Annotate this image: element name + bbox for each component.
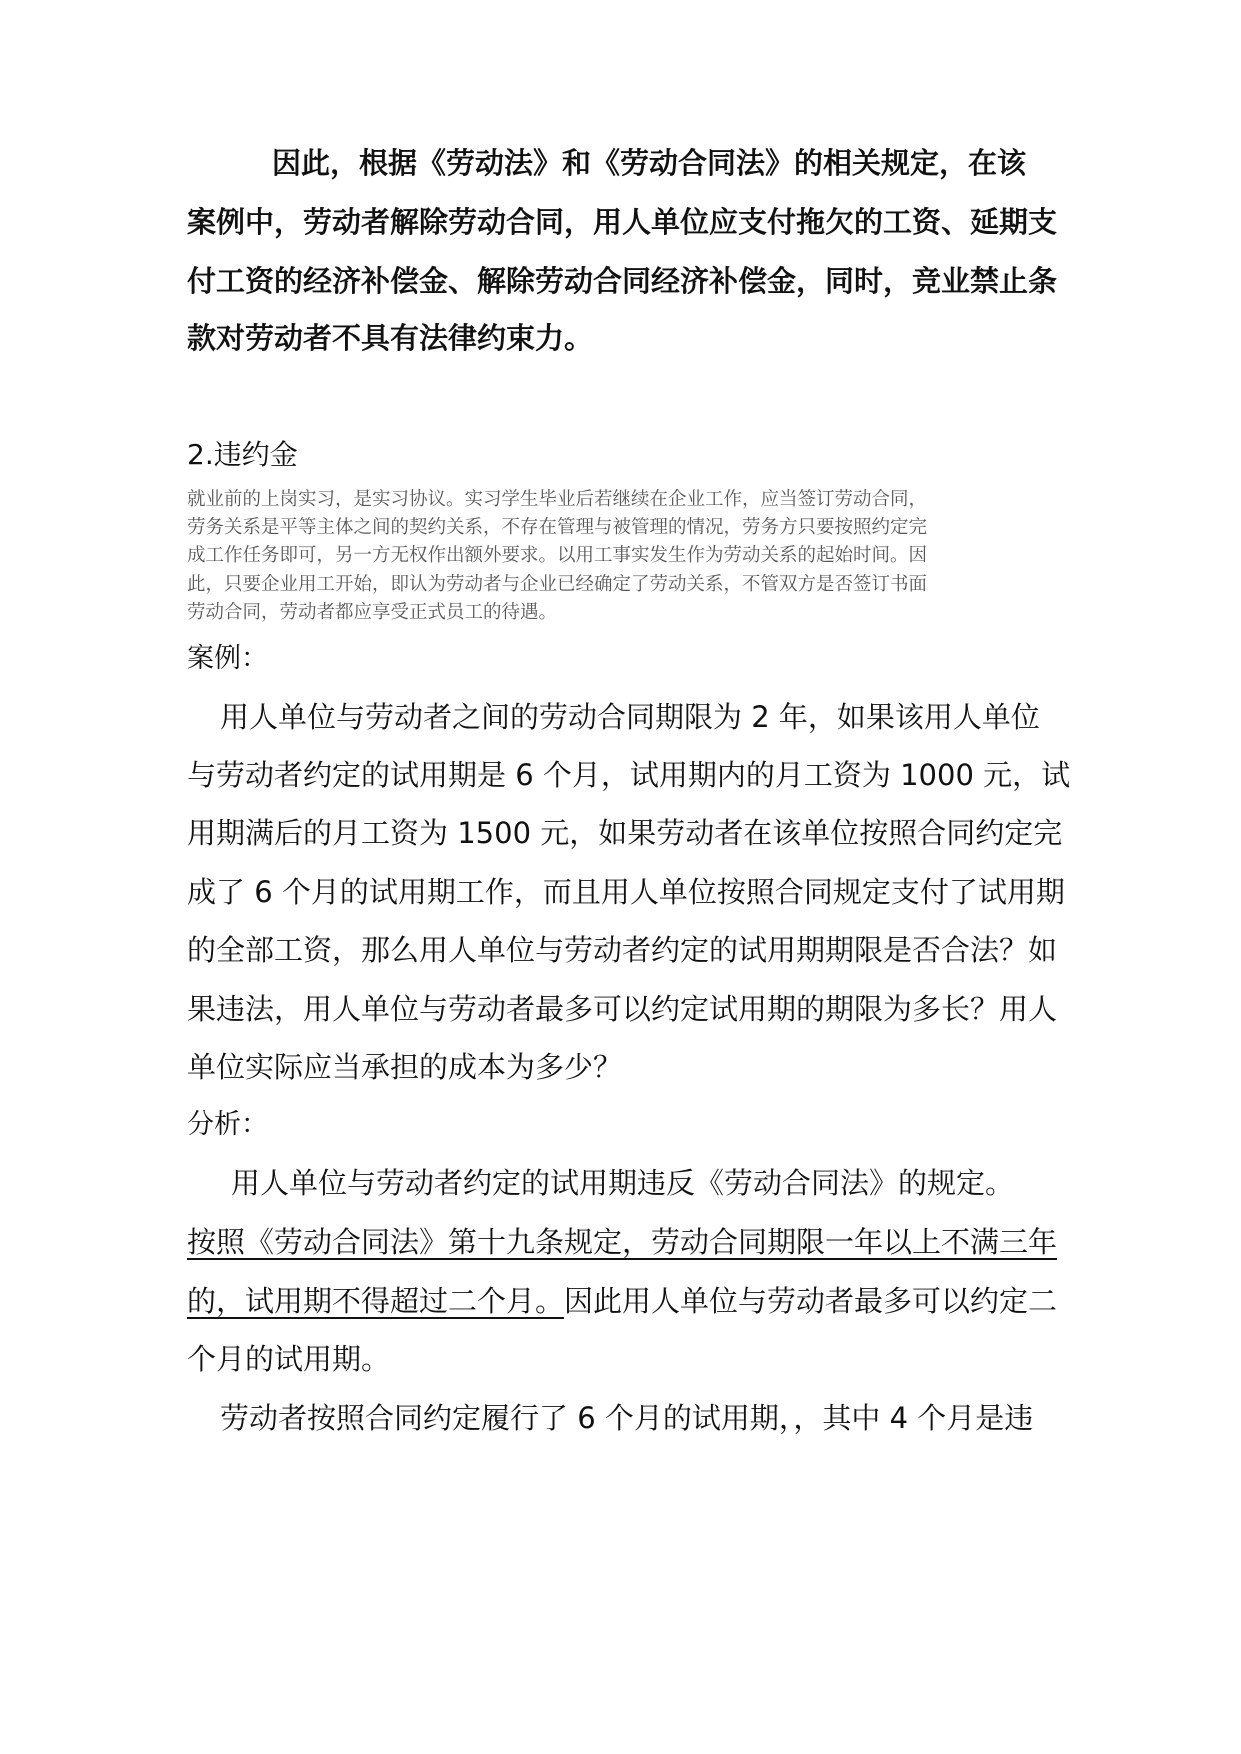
note-line-1: 就业前的上岗实习，是实习协议。实习学生毕业后若继续在企业工作，应当签订劳动合同， bbox=[187, 489, 928, 510]
para1-line-3: 付工资的经济补偿金、解除劳动合同经济补偿金，同时，竞业禁止条 bbox=[187, 264, 1058, 298]
analysis-line-5: 劳动者按照合同约定履行了 6 个月的试用期，，其中 4 个月是违 bbox=[220, 1401, 1034, 1435]
case-line-7: 单位实际应当承担的成本为多少？ bbox=[187, 1050, 623, 1084]
para1-line-2: 案例中，劳动者解除劳动合同，用人单位应支付拖欠的工资、延期支 bbox=[187, 205, 1058, 239]
analysis-line-3-underlined: 的，试用期不得超过二个月。 bbox=[187, 1284, 565, 1318]
para1-line-4: 款对劳动者不具有法律约束力。 bbox=[187, 321, 594, 355]
case-label: 案例： bbox=[187, 643, 268, 674]
case-line-1: 用人单位与劳动者之间的劳动合同期限为 2 年，如果该用人单位 bbox=[220, 700, 1040, 734]
analysis-line-3 bbox=[187, 1281, 1057, 1321]
case-line-2: 与劳动者约定的试用期是 6 个月，试用期内的月工资为 1000 元，试 bbox=[187, 758, 1071, 792]
case-line-4: 成了 6 个月的试用期工作，而且用人单位按照合同规定支付了试用期 bbox=[187, 875, 1065, 909]
analysis-line-2-underlined: 按照《劳动合同法》第十九条规定，劳动合同期限一年以上不满三年 bbox=[187, 1225, 1058, 1259]
para1-line-1: 因此，根据《劳动法》和《劳动合同法》的相关规定，在该 bbox=[272, 146, 1027, 180]
note-line-2: 劳务关系是平等主体之间的契约关系，不存在管理与被管理的情况，劳务方只要按照约定完 bbox=[187, 517, 928, 538]
analysis-label: 分析： bbox=[187, 1109, 268, 1140]
case-line-5: 的全部工资，那么用人单位与劳动者约定的试用期期限是否合法？如 bbox=[187, 933, 1058, 967]
analysis-line-3-rest: 因此用人单位与劳动者最多可以约定二 bbox=[564, 1284, 1058, 1318]
analysis-line-4: 个月的试用期。 bbox=[187, 1342, 391, 1376]
analysis-line-1: 用人单位与劳动者约定的试用期违反《劳动合同法》的规定。 bbox=[231, 1166, 1015, 1200]
note-line-5: 劳动合同，劳动者都应享受正式员工的待遇。 bbox=[187, 602, 558, 623]
note-line-3: 成工作任务即可，另一方无权作出额外要求。以用工事实发生作为劳动关系的起始时间。因 bbox=[187, 545, 928, 566]
case-line-6: 果违法，用人单位与劳动者最多可以约定试用期的期限为多长？用人 bbox=[187, 992, 1058, 1026]
section-heading: 2.违约金 bbox=[187, 438, 298, 471]
note-line-4: 此，只要企业用工开始，即认为劳动者与企业已经确定了劳动关系，不管双方是否签订书面 bbox=[187, 574, 928, 595]
case-line-3: 用期满后的月工资为 1500 元，如果劳动者在该单位按照合同约定完 bbox=[187, 816, 1063, 850]
